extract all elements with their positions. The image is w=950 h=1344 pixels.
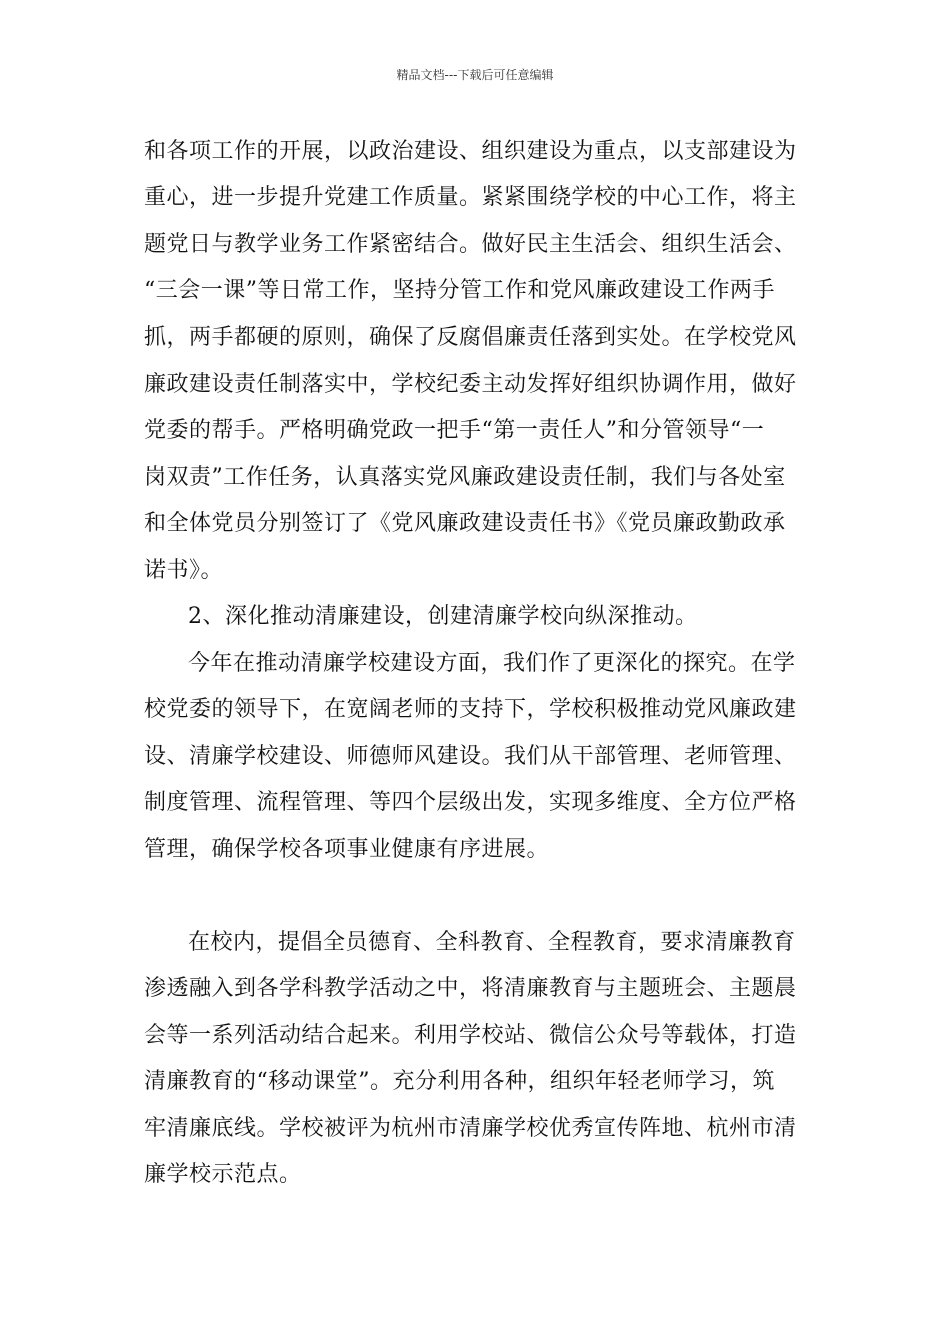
text-line: 在校内，提倡全员德育、全科教育、全程教育，要求清廉教育 <box>188 930 796 955</box>
text-line: 管理，确保学校各项事业健康有序进展。 <box>144 837 550 862</box>
text-line: 制度管理、流程管理、等四个层级出发，实现多维度、全方位严格 <box>144 790 797 815</box>
text-line: 党委的帮手。严格明确党政一把手“第一责任人”和分管领导“一 <box>144 418 765 443</box>
text-line: 和各项工作的开展，以政治建设、组织建设为重点，以支部建设为 <box>144 139 797 164</box>
text-line: 诺书》。 <box>144 558 224 583</box>
text-line: 岗双责”工作任务，认真落实党风廉政建设责任制，我们与各处室 <box>144 465 786 490</box>
section-heading: 2、深化推动清廉建设，创建清廉学校向纵深推动。 <box>188 604 698 629</box>
text-line: 今年在推动清廉学校建设方面，我们作了更深化的探究。在学 <box>188 651 796 676</box>
text-line: 设、清廉学校建设、师德师风建设。我们从干部管理、老师管理、 <box>144 744 797 769</box>
text-line: 校党委的领导下，在宽阔老师的支持下，学校积极推动党风廉政建 <box>144 697 797 722</box>
text-line: 和全体党员分别签订了《党风廉政建设责任书》《党员廉政勤政承 <box>144 511 786 536</box>
text-line: 抓，两手都硬的原则，确保了反腐倡廉责任落到实处。在学校党风 <box>144 325 797 350</box>
page-header: 精品文档---下载后可任意编辑 <box>396 68 554 82</box>
text-line: “三会一课”等日常工作，坚持分管工作和党风廉政建设工作两手 <box>144 278 775 303</box>
text-line: 牢清廉底线。学校被评为杭州市清廉学校优秀宣传阵地、杭州市清 <box>144 1116 797 1141</box>
text-line: 重心，进一步提升党建工作质量。紧紧围绕学校的中心工作，将主 <box>144 185 797 210</box>
text-line: 清廉教育的“移动课堂”。充分利用各种，组织年轻老师学习，筑 <box>144 1069 775 1094</box>
text-line: 会等一系列活动结合起来。利用学校站、微信公众号等载体，打造 <box>144 1023 797 1048</box>
text-line: 廉政建设责任制落实中，学校纪委主动发挥好组织协调作用，做好 <box>144 372 797 397</box>
text-line: 题党日与教学业务工作紧密结合。做好民主生活会、组织生活会、 <box>144 232 797 257</box>
text-line: 廉学校示范点。 <box>144 1162 302 1187</box>
text-line: 渗透融入到各学科教学活动之中，将清廉教育与主题班会、主题晨 <box>144 976 797 1001</box>
